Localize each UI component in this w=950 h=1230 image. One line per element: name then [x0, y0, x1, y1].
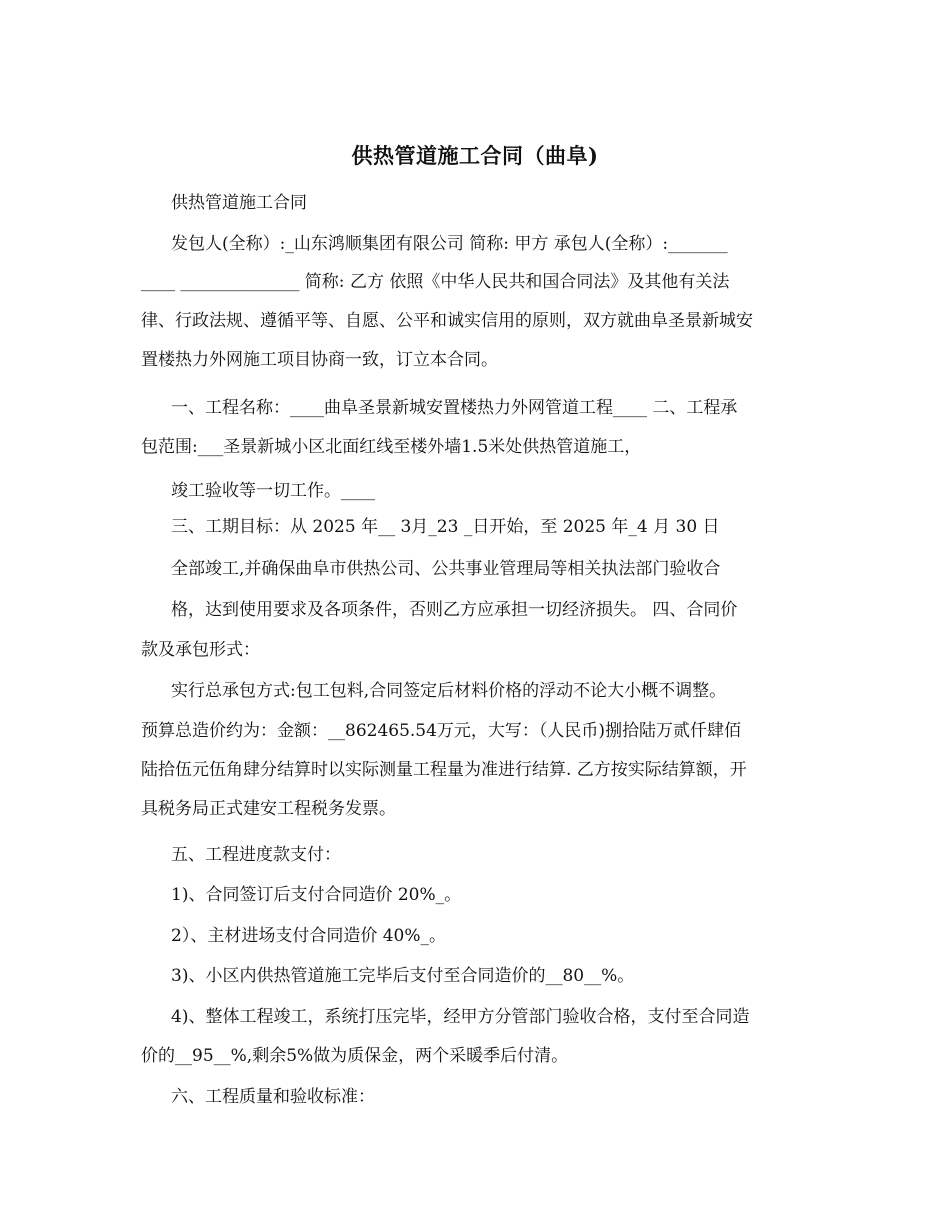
preamble-line-1: 律、行政法规、遵循平等、自愿、公平和诚实信用的原则，双方就曲阜圣景新城安 — [141, 311, 753, 331]
section-4-line-4: 陆拾伍元伍角肆分结算时以实际测量工程量为准进行结算. 乙方按实际结算额，开 — [141, 760, 747, 780]
payment-item-4-line-2: 价的__95__%,剩余5%做为质保金，两个采暖季后付清。 — [141, 1046, 569, 1066]
section-3-line-3: 格，达到使用要求及各项条件，否则乙方应承担一切经济损失。 四、合同价 — [171, 600, 738, 620]
subtitle-line: 供热管道施工合同 — [171, 193, 307, 213]
party-line-1: 发包人(全称）:_山东鸿顺集团有限公司 简称: 甲方 承包人(全称）:_______ — [171, 234, 728, 254]
section-6-heading: 六、工程质量和验收标准： — [171, 1087, 375, 1107]
section-1-line-1: 一、工程名称：____曲阜圣景新城安置楼热力外网管道工程____ 二、工程承 — [171, 398, 738, 418]
section-2-line-2: 竣工验收等一切工作。____ — [171, 481, 375, 501]
section-3-line-1: 三、工期目标：从 2025 年__ 3月_23 _日开始，至 2025 年_4 月 30 日 — [171, 517, 720, 537]
section-4-line-1: 款及承包形式： — [141, 640, 260, 660]
payment-item-4-line-1: 4)、整体工程竣工，系统打压完毕，经甲方分管部门验收合格，支付至合同造 — [171, 1007, 750, 1027]
payment-item-3: 3)、小区内供热管道施工完毕后支付至合同造价的__80__%。 — [171, 966, 635, 986]
section-4-line-2: 实行总承包方式:包工包料,合同签定后材料价格的浮动不论大小概不调整。 — [171, 681, 727, 701]
party-line-2: ____ ______________ 简称: 乙方 依照《中华人民共和国合同法》及其他有关法 — [141, 272, 730, 292]
preamble-line-2: 置楼热力外网施工项目协商一致，订立本合同。 — [141, 350, 498, 370]
payment-item-2: 2）、主材进场支付合同造价 40%_。 — [171, 926, 447, 946]
document-title: 供热管道施工合同（曲阜) — [351, 143, 599, 168]
section-4-line-3: 预算总造价约为：金额：__862465.54万元，大写：（人民币)捌拾陆万贰仟肆佰 — [141, 721, 742, 741]
payment-item-1: 1)、合同签订后支付合同造价 20%_。 — [171, 885, 462, 905]
section-3-line-2: 全部竣工,并确保曲阜市供热公司、公共事业管理局等相关执法部门验收合 — [171, 559, 721, 579]
section-5-heading: 五、工程进度款支付： — [171, 845, 341, 865]
section-2-line-1: 包范围:___圣景新城小区北面红线至楼外墙1.5米处供热管道施工， — [141, 437, 642, 457]
section-4-line-5: 具税务局正式建安工程税务发票。 — [141, 799, 396, 819]
